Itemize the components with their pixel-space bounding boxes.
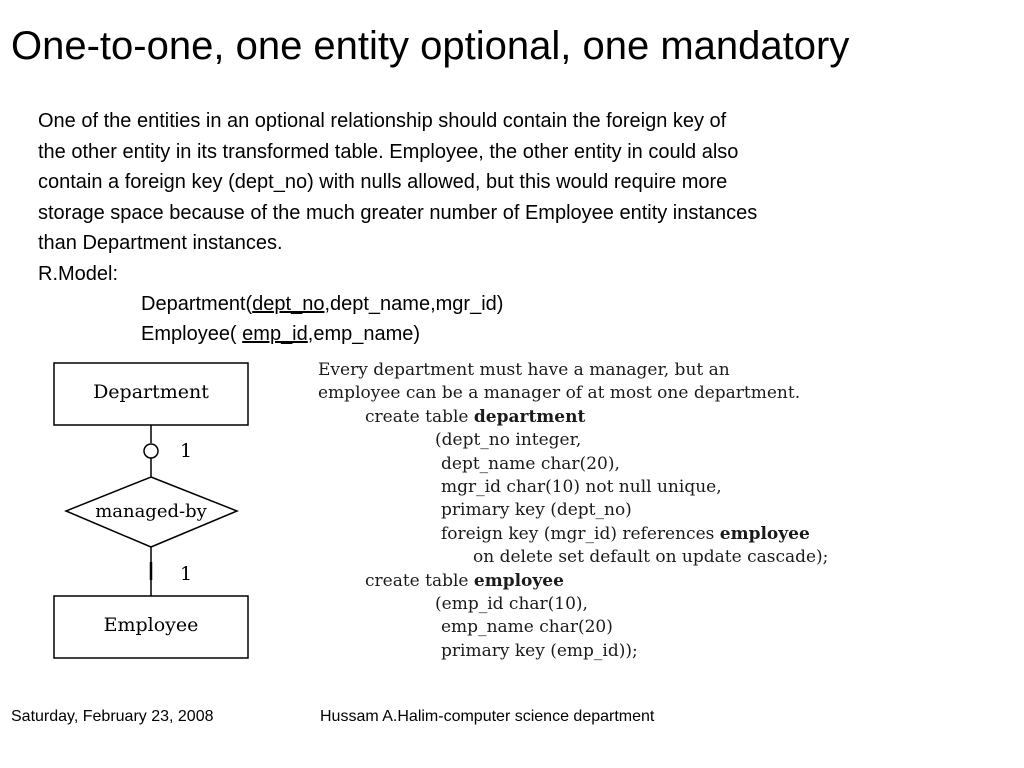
- sql-line: dept_name char(20),: [441, 453, 620, 474]
- table-name-department: department: [473, 406, 586, 427]
- slide-title: One-to-one, one entity optional, one mandatory: [11, 24, 850, 68]
- primary-key: emp_id: [242, 323, 308, 345]
- relation-name: Department(: [141, 293, 253, 315]
- employee-relation: [141, 319, 420, 349]
- relation-attributes: ,emp_name): [307, 323, 421, 345]
- paragraph-line: contain a foreign key (dept_no) with nulls allowed, but this would require more: [38, 171, 728, 193]
- sql-code-block: [318, 359, 828, 663]
- referenced-table: employee: [719, 523, 810, 544]
- entity-department-label: Department: [93, 381, 209, 403]
- footer-author: Hussam A.Halim-computer science department: [320, 708, 655, 725]
- entity-employee-label: Employee: [103, 614, 199, 636]
- create-table-department: create table department: [365, 406, 586, 427]
- note-line: employee can be a manager of at most one department.: [318, 383, 801, 404]
- paragraph-line: One of the entities in an optional relationship should contain the foreign key of: [38, 110, 727, 132]
- note-line: Every department must have a manager, but an: [318, 360, 730, 380]
- description-paragraph: [38, 106, 988, 259]
- relation-name: Employee(: [141, 323, 243, 345]
- optional-circle: [144, 444, 158, 458]
- sql-line: (emp_id char(10),: [435, 594, 588, 615]
- paragraph-line: than Department instances.: [38, 232, 283, 254]
- footer-date: Saturday, February 23, 2008: [11, 708, 214, 725]
- er-diagram: [0, 350, 300, 670]
- sql-foreign-key-line: foreign key (mgr_id) references employee: [441, 523, 810, 544]
- relation-attributes: ,dept_name,mgr_id): [324, 293, 504, 315]
- create-table-employee: create table employee: [365, 570, 564, 591]
- sql-line: emp_name char(20): [441, 617, 613, 638]
- paragraph-line: the other entity in its transformed table. Employee, the other entity in could also: [38, 140, 739, 163]
- table-name-employee: employee: [473, 570, 564, 591]
- sql-line: (dept_no integer,: [435, 430, 582, 451]
- cardinality-top: 1: [180, 440, 193, 462]
- sql-line: primary key (dept_no): [441, 500, 632, 521]
- paragraph-line: storage space because of the much greater number of Employee entity instances: [38, 201, 758, 224]
- sql-line: on delete set default on update cascade);: [473, 547, 829, 568]
- relational-model-label: R.Model:: [38, 263, 119, 285]
- sql-line: primary key (emp_id));: [441, 640, 638, 661]
- cardinality-bottom: 1: [180, 563, 193, 585]
- primary-key: dept_no: [252, 293, 325, 315]
- department-relation: [141, 289, 503, 319]
- relationship-label: managed-by: [95, 501, 207, 522]
- sql-line: mgr_id char(10) not null unique,: [441, 477, 722, 498]
